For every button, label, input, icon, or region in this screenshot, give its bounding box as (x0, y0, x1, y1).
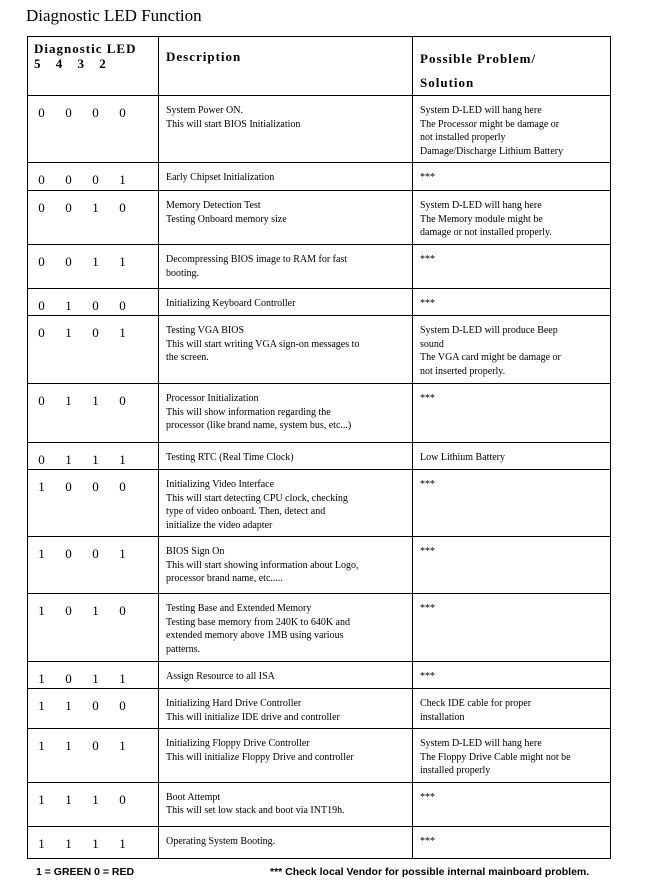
led-digit: 0 (38, 105, 45, 120)
description-cell (159, 594, 413, 662)
led-digit: 0 (65, 546, 72, 561)
description-line: Initializing Floppy Drive Controller (166, 738, 310, 749)
solution-line: *** (420, 546, 435, 557)
solution-line: *** (420, 479, 435, 490)
description-line: This will initialize Floppy Drive and controller (166, 751, 354, 763)
solution-line: sound (420, 338, 444, 350)
led-digit: 0 (65, 479, 72, 494)
led-digit: 1 (92, 671, 99, 686)
description-cell (159, 96, 413, 163)
table-row (28, 245, 611, 289)
description-cell (159, 729, 413, 783)
solution-cell (413, 384, 611, 443)
table-row (28, 594, 611, 662)
led-code (28, 826, 159, 858)
problem-header-line1: Possible Problem/ (420, 51, 537, 66)
solution-line: *** (420, 254, 435, 265)
led-digit: 0 (92, 172, 99, 187)
led-digit: 1 (119, 254, 126, 269)
led-digit: 0 (92, 298, 99, 313)
solution-line: The Memory module might be (420, 213, 543, 225)
color-legend: 1 = GREEN 0 = RED (36, 866, 135, 878)
description-line: This will start showing information about Logo, (166, 559, 359, 571)
solution-cell (413, 662, 611, 689)
table-row (28, 384, 611, 443)
led-digit: 1 (65, 698, 72, 713)
table-row (28, 826, 611, 858)
description-line: Decompressing BIOS image to RAM for fast (166, 254, 348, 265)
description-line: patterns. (166, 643, 201, 655)
description-cell (159, 316, 413, 384)
led-digit: 1 (38, 738, 45, 753)
led-digit: 1 (119, 546, 126, 561)
description-line: This will set low stack and boot via INT19h. (166, 805, 345, 816)
led-digit: 0 (119, 603, 126, 618)
led-digit: 1 (119, 172, 126, 187)
solution-cell (413, 245, 611, 289)
solution-line: *** (420, 791, 435, 803)
description-cell (159, 662, 413, 689)
solution-cell (413, 826, 611, 858)
solution-line: *** (420, 172, 435, 183)
led-digit: 1 (38, 835, 45, 851)
description-cell (159, 782, 413, 826)
table-row (28, 662, 611, 689)
led-digit: 0 (92, 738, 99, 753)
led-digit: 1 (65, 452, 72, 467)
solution-cell (413, 689, 611, 729)
led-digit: 1 (119, 671, 126, 686)
description-line: System Power ON. (166, 105, 243, 116)
solution-line: *** (420, 298, 435, 309)
led-header-line1: Diagnostic LED (34, 41, 137, 56)
led-digit: 1 (38, 791, 45, 807)
led-header-line2: 5 4 3 2 (34, 56, 107, 71)
led-digit: 0 (92, 479, 99, 494)
led-digit: 1 (38, 698, 45, 713)
led-digit: 1 (65, 325, 72, 340)
solution-cell (413, 782, 611, 826)
description-line: the screen. (166, 352, 209, 363)
led-digit: 0 (38, 200, 45, 215)
solution-cell (413, 289, 611, 316)
led-digit: 0 (65, 200, 72, 215)
led-code (28, 384, 159, 443)
description-line: extended memory above 1MB using various (166, 630, 344, 641)
solution-line: not inserted properly. (420, 365, 506, 377)
led-digit: 1 (92, 200, 99, 215)
table-row (28, 289, 611, 316)
description-cell (159, 384, 413, 443)
led-digit: 0 (38, 393, 45, 408)
description-column-header: Description (159, 37, 413, 96)
solution-line: The Processor might be damage or (420, 118, 560, 130)
led-code (28, 163, 159, 191)
solution-line: not installed properly (420, 132, 506, 143)
led-digit: 1 (119, 738, 126, 753)
led-code (28, 316, 159, 384)
table-row (28, 163, 611, 191)
table-row (28, 689, 611, 729)
led-digit: 0 (119, 200, 126, 215)
led-code (28, 662, 159, 689)
description-line: Testing Onboard memory size (166, 213, 287, 225)
description-line: This will show information regarding the (166, 406, 331, 418)
problem-header-line2: Solution (420, 75, 475, 90)
led-digit: 0 (119, 479, 126, 494)
led-digit: 0 (38, 298, 45, 313)
solution-line: The Floppy Drive Cable might not be (420, 751, 571, 763)
description-line: Testing Base and Extended Memory (166, 603, 312, 614)
description-cell (159, 470, 413, 537)
led-code (28, 537, 159, 594)
description-cell (159, 826, 413, 858)
led-digit: 0 (38, 452, 45, 467)
table-row (28, 537, 611, 594)
led-code (28, 96, 159, 163)
table-row (28, 782, 611, 826)
led-code (28, 594, 159, 662)
solution-cell (413, 470, 611, 537)
description-cell (159, 443, 413, 470)
led-digit: 0 (119, 393, 126, 408)
led-digit: 0 (119, 298, 126, 313)
led-digit: 0 (38, 172, 45, 187)
led-code (28, 782, 159, 826)
solution-line: System D-LED will hang here (420, 200, 542, 211)
led-digit: 0 (65, 254, 72, 269)
solution-line: Check IDE cable for proper (420, 698, 532, 709)
led-digit: 1 (119, 452, 126, 467)
description-line: This will initialize IDE drive and controller (166, 711, 340, 723)
description-cell (159, 689, 413, 729)
solution-line: System D-LED will hang here (420, 738, 542, 749)
description-line: Testing base memory from 240K to 640K and (166, 616, 350, 628)
led-code (28, 470, 159, 537)
table-row (28, 96, 611, 163)
description-line: Initializing Hard Drive Controller (166, 698, 302, 709)
description-cell (159, 537, 413, 594)
solution-line: Damage/Discharge Lithium Battery (420, 145, 564, 157)
led-digit: 0 (119, 698, 126, 713)
solution-cell (413, 594, 611, 662)
description-line: Boot Attempt (166, 791, 221, 803)
solution-cell (413, 316, 611, 384)
led-digit: 0 (92, 546, 99, 561)
led-code (28, 289, 159, 316)
description-line: processor (like brand name, system bus, etc...) (166, 420, 352, 431)
solution-line: System D-LED will hang here (420, 105, 542, 116)
led-digit: 1 (38, 671, 45, 686)
led-digit: 1 (119, 325, 126, 340)
solution-cell (413, 163, 611, 191)
description-line: Testing VGA BIOS (166, 325, 245, 336)
led-code (28, 191, 159, 245)
led-digit: 0 (119, 105, 126, 120)
page-title: Diagnostic LED Function (26, 6, 202, 25)
solution-cell (413, 537, 611, 594)
solution-line: The VGA card might be damage or (420, 352, 561, 363)
description-line: This will start writing VGA sign-on messages to (166, 338, 360, 350)
led-code (28, 245, 159, 289)
description-line: Testing RTC (Real Time Clock) (166, 452, 294, 463)
solution-line: installation (420, 711, 465, 723)
led-digit: 0 (65, 603, 72, 618)
description-line: processor brand name, etc..... (166, 573, 283, 584)
led-digit: 1 (38, 479, 45, 494)
solution-cell (413, 729, 611, 783)
diagnostic-led-table (27, 36, 611, 859)
solution-line: installed properly (420, 765, 491, 776)
solution-line: *** (420, 603, 435, 614)
table-row (28, 729, 611, 783)
solution-line: *** (420, 835, 435, 847)
led-digit: 1 (92, 603, 99, 618)
description-line: Early Chipset Initialization (166, 172, 275, 183)
description-cell (159, 163, 413, 191)
description-line: Initializing Video Interface (166, 479, 275, 490)
description-line: Memory Detection Test (166, 200, 261, 211)
led-digit: 1 (65, 393, 72, 408)
led-digit: 0 (65, 671, 72, 686)
led-digit: 1 (119, 835, 126, 851)
led-digit: 1 (65, 835, 72, 851)
led-digit: 1 (65, 738, 72, 753)
led-column-header (28, 37, 159, 96)
solution-line: System D-LED will produce Beep (420, 325, 558, 336)
solution-line: *** (420, 671, 435, 682)
led-digit: 0 (92, 698, 99, 713)
led-code (28, 443, 159, 470)
led-digit: 1 (92, 835, 99, 851)
led-digit: 0 (92, 105, 99, 120)
table-row (28, 316, 611, 384)
led-digit: 1 (65, 791, 72, 807)
led-digit: 0 (92, 325, 99, 340)
description-line: initialize the video adapter (166, 519, 273, 531)
description-line: Assign Resource to all ISA (166, 671, 275, 682)
solution-cell (413, 191, 611, 245)
led-digit: 1 (65, 298, 72, 313)
description-line: This will start BIOS Initialization (166, 118, 301, 130)
vendor-note: *** Check local Vendor for possible internal mainboard problem. (270, 866, 590, 878)
description-line: This will start detecting CPU clock, checking (166, 492, 348, 504)
led-digit: 1 (92, 452, 99, 467)
description-line: type of video onboard. Then, detect and (166, 506, 326, 517)
table-row (28, 191, 611, 245)
led-digit: 0 (65, 105, 72, 120)
solution-line: *** (420, 393, 435, 404)
description-line: Operating System Booting. (166, 835, 276, 847)
description-cell (159, 245, 413, 289)
led-digit: 1 (38, 546, 45, 561)
led-digit: 1 (92, 791, 99, 807)
description-cell (159, 191, 413, 245)
solution-cell (413, 96, 611, 163)
description-line: Processor Initialization (166, 393, 259, 404)
led-digit: 0 (38, 325, 45, 340)
led-digit: 0 (38, 254, 45, 269)
description-line: BIOS Sign On (166, 546, 225, 557)
led-digit: 0 (65, 172, 72, 187)
led-digit: 1 (38, 603, 45, 618)
led-code (28, 729, 159, 783)
led-digit: 1 (92, 254, 99, 269)
led-digit: 1 (92, 393, 99, 408)
table-row (28, 470, 611, 537)
led-code (28, 689, 159, 729)
solution-cell (413, 443, 611, 470)
problem-column-header (413, 37, 611, 96)
description-line: Initializing Keyboard Controller (166, 298, 296, 309)
solution-line: damage or not installed properly. (420, 227, 552, 238)
description-line: booting. (166, 267, 200, 279)
table-row (28, 443, 611, 470)
table-header-row (28, 37, 611, 96)
led-digit: 0 (119, 791, 126, 807)
description-cell (159, 289, 413, 316)
solution-line: Low Lithium Battery (420, 452, 505, 463)
